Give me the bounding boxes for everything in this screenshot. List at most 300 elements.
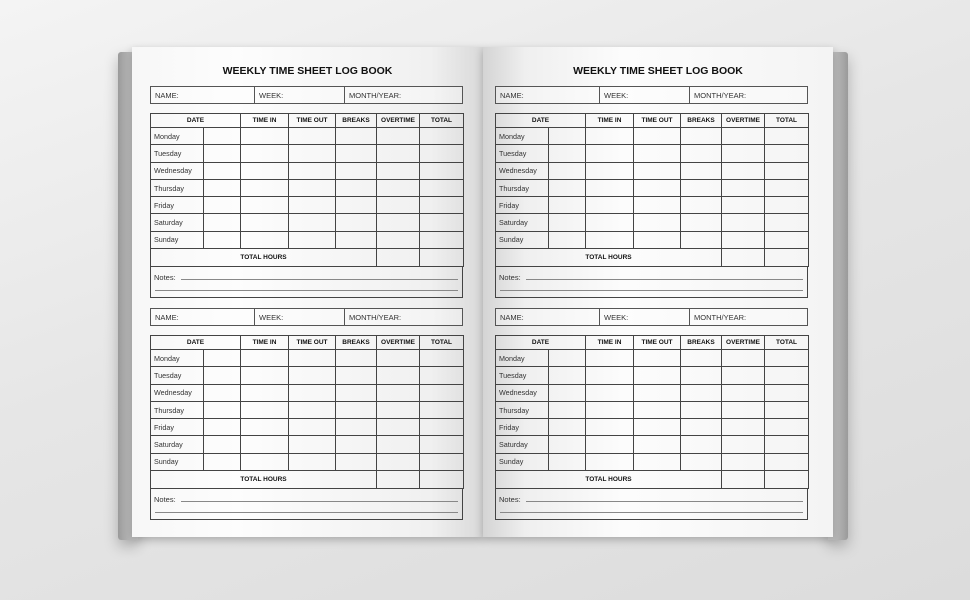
column-header: TIME IN (241, 336, 289, 350)
column-header: DATE (151, 336, 241, 350)
total-hours-label: TOTAL HOURS (496, 471, 722, 489)
day-label: Saturday (496, 436, 549, 453)
name-field[interactable]: NAME: (151, 87, 255, 103)
entry-cell[interactable] (634, 384, 681, 401)
entry-cell[interactable] (722, 436, 765, 453)
overtime-total-cell[interactable] (722, 471, 765, 489)
entry-cell[interactable] (634, 401, 681, 418)
entry-cell[interactable] (586, 179, 634, 196)
day-label: Friday (151, 419, 204, 436)
table-row (151, 214, 464, 231)
entry-cell[interactable] (289, 197, 336, 214)
entry-cell[interactable] (586, 401, 634, 418)
entry-cell[interactable] (377, 214, 420, 231)
entry-cell[interactable] (549, 179, 586, 196)
day-label: Friday (496, 197, 549, 214)
entry-cell[interactable] (586, 367, 634, 384)
entry-cell[interactable] (420, 231, 464, 248)
entry-cell[interactable] (204, 436, 241, 453)
entry-cell[interactable] (241, 419, 289, 436)
entry-cell[interactable] (241, 197, 289, 214)
entry-cell[interactable] (586, 128, 634, 145)
entry-cell[interactable] (681, 350, 722, 367)
entry-cell[interactable] (722, 145, 765, 162)
entry-cell[interactable] (204, 419, 241, 436)
entry-cell[interactable] (289, 350, 336, 367)
entry-cell[interactable] (765, 401, 809, 418)
entry-cell[interactable] (377, 162, 420, 179)
entry-cell[interactable] (634, 350, 681, 367)
entry-cell[interactable] (681, 401, 722, 418)
total-cell[interactable] (765, 471, 809, 489)
entry-cell[interactable] (241, 453, 289, 470)
entry-cell[interactable] (722, 214, 765, 231)
column-header: DATE (151, 114, 241, 128)
entry-cell[interactable] (765, 128, 809, 145)
entry-cell[interactable] (634, 419, 681, 436)
entry-cell[interactable] (681, 367, 722, 384)
entry-cell[interactable] (336, 384, 377, 401)
day-label: Tuesday (496, 367, 549, 384)
column-header: OVERTIME (377, 336, 420, 350)
entry-cell[interactable] (336, 197, 377, 214)
entry-cell[interactable] (204, 350, 241, 367)
column-header: OVERTIME (722, 336, 765, 350)
entry-cell[interactable] (722, 231, 765, 248)
name-week-bar (495, 86, 808, 104)
entry-cell[interactable] (722, 401, 765, 418)
entry-cell[interactable] (765, 419, 809, 436)
week-field[interactable]: WEEK: (255, 87, 345, 103)
entry-cell[interactable] (336, 401, 377, 418)
total-hours-row (151, 471, 464, 489)
table-row (496, 197, 809, 214)
entry-cell[interactable] (765, 162, 809, 179)
entry-cell[interactable] (586, 453, 634, 470)
column-header: BREAKS (681, 114, 722, 128)
total-hours-label: TOTAL HOURS (496, 249, 722, 267)
column-header: OVERTIME (722, 114, 765, 128)
notes-line (500, 290, 803, 291)
table-row (151, 145, 464, 162)
entry-cell[interactable] (681, 419, 722, 436)
table-row (496, 214, 809, 231)
week-field[interactable]: WEEK: (600, 309, 690, 325)
entry-cell[interactable] (420, 401, 464, 418)
entry-cell[interactable] (377, 197, 420, 214)
entry-cell[interactable] (549, 350, 586, 367)
day-label: Sunday (496, 231, 549, 248)
entry-cell[interactable] (722, 453, 765, 470)
entry-cell[interactable] (586, 384, 634, 401)
entry-cell[interactable] (549, 436, 586, 453)
day-label: Sunday (151, 231, 204, 248)
week-field[interactable]: WEEK: (600, 87, 690, 103)
table-row (496, 367, 809, 384)
notes-area[interactable] (495, 267, 808, 298)
column-header: TIME OUT (289, 114, 336, 128)
entry-cell[interactable] (765, 231, 809, 248)
column-header: BREAKS (336, 336, 377, 350)
entry-cell[interactable] (549, 128, 586, 145)
entry-cell[interactable] (586, 436, 634, 453)
table-row (496, 145, 809, 162)
entry-cell[interactable] (204, 453, 241, 470)
day-label: Monday (151, 350, 204, 367)
entry-cell[interactable] (204, 214, 241, 231)
entry-cell[interactable] (204, 179, 241, 196)
notes-area[interactable] (495, 489, 808, 520)
column-header: TIME IN (586, 114, 634, 128)
entry-cell[interactable] (336, 145, 377, 162)
entry-cell[interactable] (204, 162, 241, 179)
timesheet-block (150, 308, 463, 520)
table-row (496, 419, 809, 436)
entry-cell[interactable] (681, 128, 722, 145)
day-label: Wednesday (151, 384, 204, 401)
column-header: TIME IN (241, 114, 289, 128)
entry-cell[interactable] (377, 128, 420, 145)
entry-cell[interactable] (549, 145, 586, 162)
notes-area[interactable] (150, 489, 463, 520)
notes-line (155, 290, 458, 291)
entry-cell[interactable] (681, 436, 722, 453)
table-row (151, 231, 464, 248)
header-row (151, 336, 464, 350)
total-hours-label: TOTAL HOURS (151, 249, 377, 267)
entry-cell[interactable] (586, 197, 634, 214)
entry-cell[interactable] (289, 401, 336, 418)
overtime-total-cell[interactable] (377, 471, 420, 489)
entry-cell[interactable] (241, 350, 289, 367)
total-cell[interactable] (420, 249, 464, 267)
entry-cell[interactable] (722, 367, 765, 384)
entry-cell[interactable] (420, 197, 464, 214)
entry-cell[interactable] (681, 179, 722, 196)
entry-cell[interactable] (634, 197, 681, 214)
right-page (483, 47, 833, 537)
entry-cell[interactable] (586, 419, 634, 436)
table-row (496, 436, 809, 453)
entry-cell[interactable] (204, 128, 241, 145)
table-row (151, 197, 464, 214)
entry-cell[interactable] (765, 384, 809, 401)
entry-cell[interactable] (765, 145, 809, 162)
entry-cell[interactable] (377, 145, 420, 162)
table-row (496, 384, 809, 401)
entry-cell[interactable] (681, 197, 722, 214)
entry-cell[interactable] (549, 162, 586, 179)
month-year-field[interactable]: MONTH/YEAR: (349, 91, 402, 100)
table-row (151, 401, 464, 418)
entry-cell[interactable] (634, 214, 681, 231)
day-label: Tuesday (151, 367, 204, 384)
table-row (151, 367, 464, 384)
table-row (151, 179, 464, 196)
entry-cell[interactable] (634, 436, 681, 453)
entry-cell[interactable] (420, 214, 464, 231)
table-row (151, 162, 464, 179)
entry-cell[interactable] (722, 350, 765, 367)
month-year-field[interactable]: MONTH/YEAR: (694, 313, 747, 322)
entry-cell[interactable] (289, 436, 336, 453)
day-label: Saturday (496, 214, 549, 231)
notes-line (181, 501, 458, 502)
notes-line (500, 512, 803, 513)
entry-cell[interactable] (681, 453, 722, 470)
entry-cell[interactable] (634, 128, 681, 145)
entry-cell[interactable] (241, 145, 289, 162)
timesheet-table (495, 113, 809, 267)
column-header: DATE (496, 336, 586, 350)
entry-cell[interactable] (420, 384, 464, 401)
day-label: Tuesday (496, 145, 549, 162)
entry-cell[interactable] (722, 197, 765, 214)
entry-cell[interactable] (420, 179, 464, 196)
column-header: TIME OUT (634, 114, 681, 128)
entry-cell[interactable] (204, 197, 241, 214)
entry-cell[interactable] (420, 350, 464, 367)
entry-cell[interactable] (765, 197, 809, 214)
table-row (496, 453, 809, 470)
entry-cell[interactable] (336, 214, 377, 231)
day-label: Tuesday (151, 145, 204, 162)
entry-cell[interactable] (765, 367, 809, 384)
timesheet-block (495, 308, 808, 520)
day-label: Sunday (496, 453, 549, 470)
day-label: Wednesday (496, 162, 549, 179)
entry-cell[interactable] (722, 128, 765, 145)
entry-cell[interactable] (336, 453, 377, 470)
day-label: Saturday (151, 214, 204, 231)
entry-cell[interactable] (681, 384, 722, 401)
entry-cell[interactable] (289, 231, 336, 248)
entry-cell[interactable] (634, 179, 681, 196)
entry-cell[interactable] (289, 179, 336, 196)
entry-cell[interactable] (204, 401, 241, 418)
column-header: OVERTIME (377, 114, 420, 128)
notes-label: Notes: (154, 273, 176, 283)
entry-cell[interactable] (336, 162, 377, 179)
name-field[interactable]: NAME: (151, 309, 255, 325)
entry-cell[interactable] (722, 179, 765, 196)
entry-cell[interactable] (722, 162, 765, 179)
entry-cell[interactable] (241, 231, 289, 248)
header-row (496, 114, 809, 128)
entry-cell[interactable] (241, 162, 289, 179)
column-header: TIME OUT (289, 336, 336, 350)
timesheet-block (495, 86, 808, 298)
entry-cell[interactable] (289, 384, 336, 401)
entry-cell[interactable] (681, 145, 722, 162)
timesheet-table (495, 335, 809, 489)
page-title: WEEKLY TIME SHEET LOG BOOK (573, 65, 743, 77)
entry-cell[interactable] (586, 231, 634, 248)
entry-cell[interactable] (289, 162, 336, 179)
entry-cell[interactable] (420, 162, 464, 179)
entry-cell[interactable] (586, 214, 634, 231)
page-title: WEEKLY TIME SHEET LOG BOOK (222, 65, 393, 77)
entry-cell[interactable] (420, 453, 464, 470)
entry-cell[interactable] (420, 367, 464, 384)
day-label: Monday (496, 350, 549, 367)
day-label: Thursday (496, 179, 549, 196)
entry-cell[interactable] (336, 350, 377, 367)
name-week-bar (150, 86, 463, 104)
table-row (496, 401, 809, 418)
entry-cell[interactable] (722, 419, 765, 436)
header-row (151, 114, 464, 128)
notes-label: Notes: (154, 495, 176, 505)
entry-cell[interactable] (241, 436, 289, 453)
entry-cell[interactable] (336, 367, 377, 384)
total-cell[interactable] (765, 249, 809, 267)
entry-cell[interactable] (289, 145, 336, 162)
table-row (151, 350, 464, 367)
overtime-total-cell[interactable] (722, 249, 765, 267)
name-week-bar (495, 308, 808, 326)
entry-cell[interactable] (336, 419, 377, 436)
entry-cell[interactable] (549, 453, 586, 470)
entry-cell[interactable] (549, 401, 586, 418)
column-header: TOTAL (420, 336, 464, 350)
entry-cell[interactable] (681, 214, 722, 231)
entry-cell[interactable] (549, 419, 586, 436)
entry-cell[interactable] (289, 128, 336, 145)
entry-cell[interactable] (765, 453, 809, 470)
entry-cell[interactable] (634, 367, 681, 384)
entry-cell[interactable] (289, 214, 336, 231)
entry-cell[interactable] (289, 367, 336, 384)
entry-cell[interactable] (420, 145, 464, 162)
entry-cell[interactable] (377, 401, 420, 418)
name-field[interactable]: NAME: (496, 87, 600, 103)
timesheet-block (150, 86, 463, 298)
table-row (151, 436, 464, 453)
entry-cell[interactable] (634, 453, 681, 470)
entry-cell[interactable] (336, 179, 377, 196)
entry-cell[interactable] (549, 367, 586, 384)
column-header: DATE (496, 114, 586, 128)
week-field[interactable]: WEEK: (255, 309, 345, 325)
name-week-bar (150, 308, 463, 326)
day-label: Friday (151, 197, 204, 214)
entry-cell[interactable] (634, 145, 681, 162)
entry-cell[interactable] (241, 214, 289, 231)
column-header: TOTAL (420, 114, 464, 128)
column-header: TIME OUT (634, 336, 681, 350)
entry-cell[interactable] (336, 436, 377, 453)
entry-cell[interactable] (377, 453, 420, 470)
table-row (151, 453, 464, 470)
column-header: BREAKS (681, 336, 722, 350)
entry-cell[interactable] (765, 350, 809, 367)
entry-cell[interactable] (420, 128, 464, 145)
entry-cell[interactable] (634, 162, 681, 179)
entry-cell[interactable] (549, 214, 586, 231)
entry-cell[interactable] (586, 350, 634, 367)
entry-cell[interactable] (241, 179, 289, 196)
entry-cell[interactable] (681, 162, 722, 179)
total-hours-row (496, 471, 809, 489)
day-label: Wednesday (496, 384, 549, 401)
table-row (496, 179, 809, 196)
column-header: BREAKS (336, 114, 377, 128)
entry-cell[interactable] (241, 128, 289, 145)
entry-cell[interactable] (336, 231, 377, 248)
entry-cell[interactable] (549, 197, 586, 214)
entry-cell[interactable] (377, 350, 420, 367)
day-label: Monday (151, 128, 204, 145)
entry-cell[interactable] (377, 367, 420, 384)
entry-cell[interactable] (765, 214, 809, 231)
entry-cell[interactable] (289, 453, 336, 470)
month-year-field[interactable]: MONTH/YEAR: (349, 313, 402, 322)
entry-cell[interactable] (377, 436, 420, 453)
table-row (151, 384, 464, 401)
entry-cell[interactable] (204, 231, 241, 248)
total-hours-label: TOTAL HOURS (151, 471, 377, 489)
entry-cell[interactable] (420, 419, 464, 436)
day-label: Saturday (151, 436, 204, 453)
entry-cell[interactable] (377, 419, 420, 436)
notes-label: Notes: (499, 273, 521, 283)
notes-line (526, 279, 803, 280)
timesheet-table (150, 113, 464, 267)
notes-area[interactable] (150, 267, 463, 298)
entry-cell[interactable] (420, 436, 464, 453)
entry-cell[interactable] (634, 231, 681, 248)
column-header: TOTAL (765, 114, 809, 128)
entry-cell[interactable] (765, 179, 809, 196)
total-hours-row (496, 249, 809, 267)
total-cell[interactable] (420, 471, 464, 489)
month-year-field[interactable]: MONTH/YEAR: (694, 91, 747, 100)
table-row (496, 128, 809, 145)
entry-cell[interactable] (722, 384, 765, 401)
table-row (151, 128, 464, 145)
table-row (496, 162, 809, 179)
entry-cell[interactable] (586, 145, 634, 162)
day-label: Thursday (496, 401, 549, 418)
entry-cell[interactable] (765, 436, 809, 453)
total-hours-row (151, 249, 464, 267)
entry-cell[interactable] (549, 231, 586, 248)
entry-cell[interactable] (549, 384, 586, 401)
entry-cell[interactable] (377, 384, 420, 401)
entry-cell[interactable] (289, 419, 336, 436)
entry-cell[interactable] (586, 162, 634, 179)
entry-cell[interactable] (204, 384, 241, 401)
entry-cell[interactable] (241, 367, 289, 384)
entry-cell[interactable] (241, 384, 289, 401)
column-header: TOTAL (765, 336, 809, 350)
notes-line (526, 501, 803, 502)
entry-cell[interactable] (681, 231, 722, 248)
entry-cell[interactable] (377, 179, 420, 196)
entry-cell[interactable] (336, 128, 377, 145)
timesheet-table (150, 335, 464, 489)
entry-cell[interactable] (241, 401, 289, 418)
entry-cell[interactable] (377, 231, 420, 248)
entry-cell[interactable] (204, 367, 241, 384)
name-field[interactable]: NAME: (496, 309, 600, 325)
column-header: TIME IN (586, 336, 634, 350)
overtime-total-cell[interactable] (377, 249, 420, 267)
entry-cell[interactable] (204, 145, 241, 162)
table-row (496, 231, 809, 248)
day-label: Thursday (151, 401, 204, 418)
